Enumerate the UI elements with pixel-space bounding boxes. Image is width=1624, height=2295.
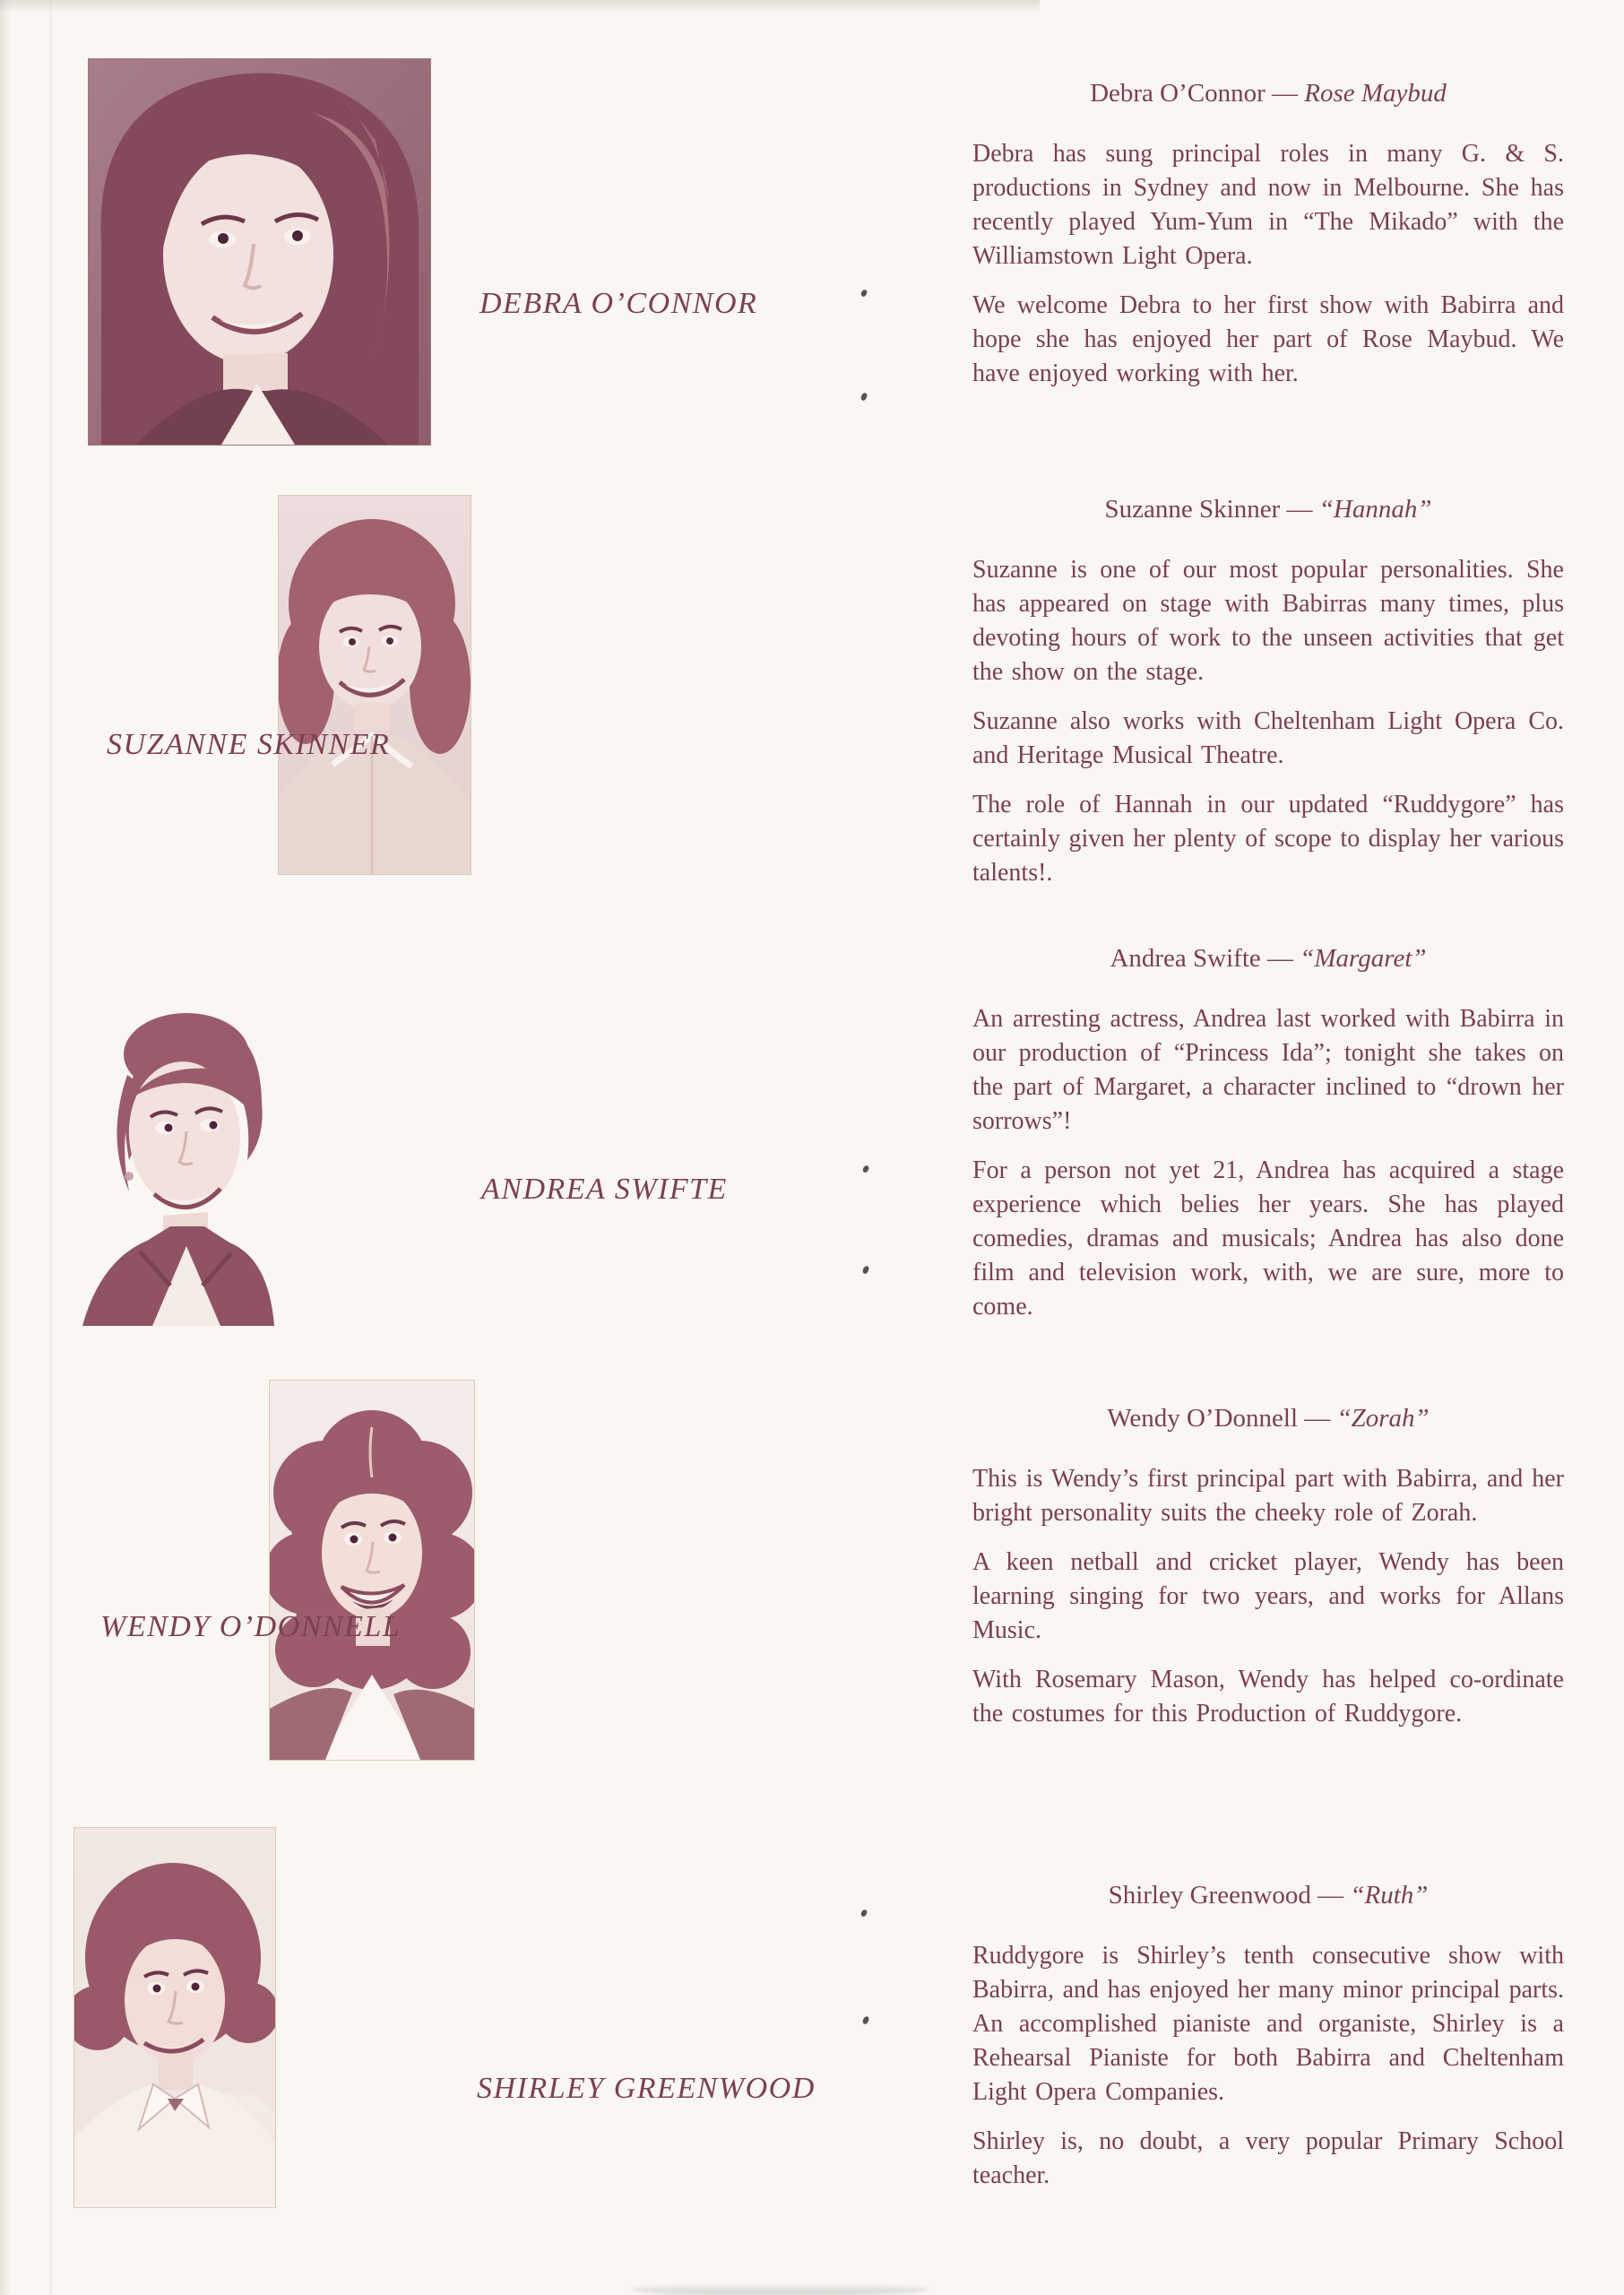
bio-paragraph: For a person not yet 21, Andrea has acquired a stage experience which belies her years. She has played comedies, dramas and musicals; Andrea has also done film and television work, with, we are sure, more to come. [972,1156,1564,1321]
ink-speck [860,392,868,401]
portrait-photo-shirley-greenwood [74,1828,275,2207]
bio-paragraph: We welcome Debra to her first show with Babirra and hope she has enjoyed her part of Rose Maybud. We have enjoyed working with her. [972,291,1564,387]
performer-role: “Margaret” [1300,944,1427,973]
bio-section-debra [972,79,1564,406]
profile-heading [972,495,1564,524]
bio-paragraph: An arresting actress, Andrea last worked with Babirra in our production of “Princess Ida”; tonight she takes on the part of Margaret, a character inclined to “drown her sorrows”! [972,1005,1564,1135]
bio-section-wendy [972,1404,1564,1746]
heading-separator: — [1310,1881,1351,1910]
ink-speck [860,1909,868,1917]
performer-role: “Hannah” [1318,495,1432,524]
scan-artifact-streak [49,0,52,2295]
portrait-illustration-debra [89,59,430,445]
bio-paragraph: With Rosemary Mason, Wendy has helped co-ordinate the costumes for this Production of Ruddygore. [972,1666,1564,1728]
ink-speck [862,1265,869,1274]
profile-heading [972,1404,1564,1433]
performer-name: Wendy O’Donnell [1107,1404,1299,1433]
portrait-illustration-suzanne [279,496,471,874]
portrait-illustration-wendy [270,1381,474,1760]
scan-artifact-bottom [632,2284,928,2295]
heading-separator: — [1265,79,1305,108]
bio-paragraph: Shirley is, no doubt, a very popular Primary School teacher. [972,2127,1564,2189]
photo-caption-wendy: WENDY O’DONNELL [100,1610,402,1643]
performer-name: Shirley Greenwood [1108,1881,1311,1910]
bio-section-shirley [972,1881,1564,2208]
performer-name: Andrea Swifte [1110,944,1261,973]
photo-caption-andrea: ANDREA SWIFTE [481,1173,728,1206]
photo-caption-shirley: SHIRLEY GREENWOOD [477,2072,816,2105]
profile-heading [972,944,1564,974]
bio-section-suzanne [972,495,1564,905]
photo-caption-debra: DEBRA O’CONNOR [479,287,758,320]
heading-separator: — [1280,495,1319,524]
portrait-photo-debra-oconnor [89,59,430,445]
ink-speck [862,2015,869,2024]
profile-heading [972,1881,1564,1910]
bio-paragraph: This is Wendy’s first principal part with Babirra, and her bright personality suits the cheeky role of Zorah. [972,1465,1564,1527]
portrait-photo-wendy-odonnell [270,1381,474,1760]
performer-name: Suzanne Skinner [1104,495,1281,524]
photo-caption-suzanne: SUZANNE SKINNER [107,728,391,761]
ink-speck [862,1165,869,1173]
bio-paragraph: A keen netball and cricket player, Wendy has been learning singing for two years, and works for Allans Music. [972,1548,1564,1644]
bio-paragraph: The role of Hannah in our updated “Ruddygore” has certainly given her plenty of scope to display her various talents!. [972,791,1564,887]
scan-artifact-left-edge [0,0,11,2295]
performer-role: “Zorah” [1336,1404,1430,1433]
bio-paragraph: Suzanne also works with Cheltenham Light Opera Co. and Heritage Musical Theatre. [972,707,1564,769]
performer-role: Rose Maybud [1304,79,1447,108]
portrait-photo-andrea-swifte [77,990,274,1326]
ink-speck [860,289,868,297]
performer-name: Debra O’Connor [1090,79,1266,108]
scan-artifact-top [0,0,1040,13]
portrait-illustration-shirley [74,1828,275,2207]
bio-paragraph: Ruddygore is Shirley’s tenth consecutive show with Babirra, and has enjoyed her many minor principal parts. An accomplished pianiste and organiste, Shirley is a Rehearsal Pianiste for both Babirra and Cheltenham Light Opera Companies. [972,1942,1564,2106]
portrait-illustration-andrea [77,990,274,1326]
performer-role: “Ruth” [1350,1881,1429,1910]
profile-heading [972,79,1564,108]
heading-separator: — [1260,944,1300,973]
bio-section-andrea [972,944,1564,1339]
heading-separator: — [1298,1404,1337,1433]
bio-paragraph: Debra has sung principal roles in many G. & S. productions in Sydney and now in Melbourne. She has recently played Yum-Yum in “The Mikado” with the Williamstown Light Opera. [972,140,1564,270]
portrait-photo-suzanne-skinner [279,496,471,874]
bio-paragraph: Suzanne is one of our most popular personalities. She has appeared on stage with Babirras many times, plus devoting hours of work to the unseen activities that get the show on the stage. [972,556,1564,686]
